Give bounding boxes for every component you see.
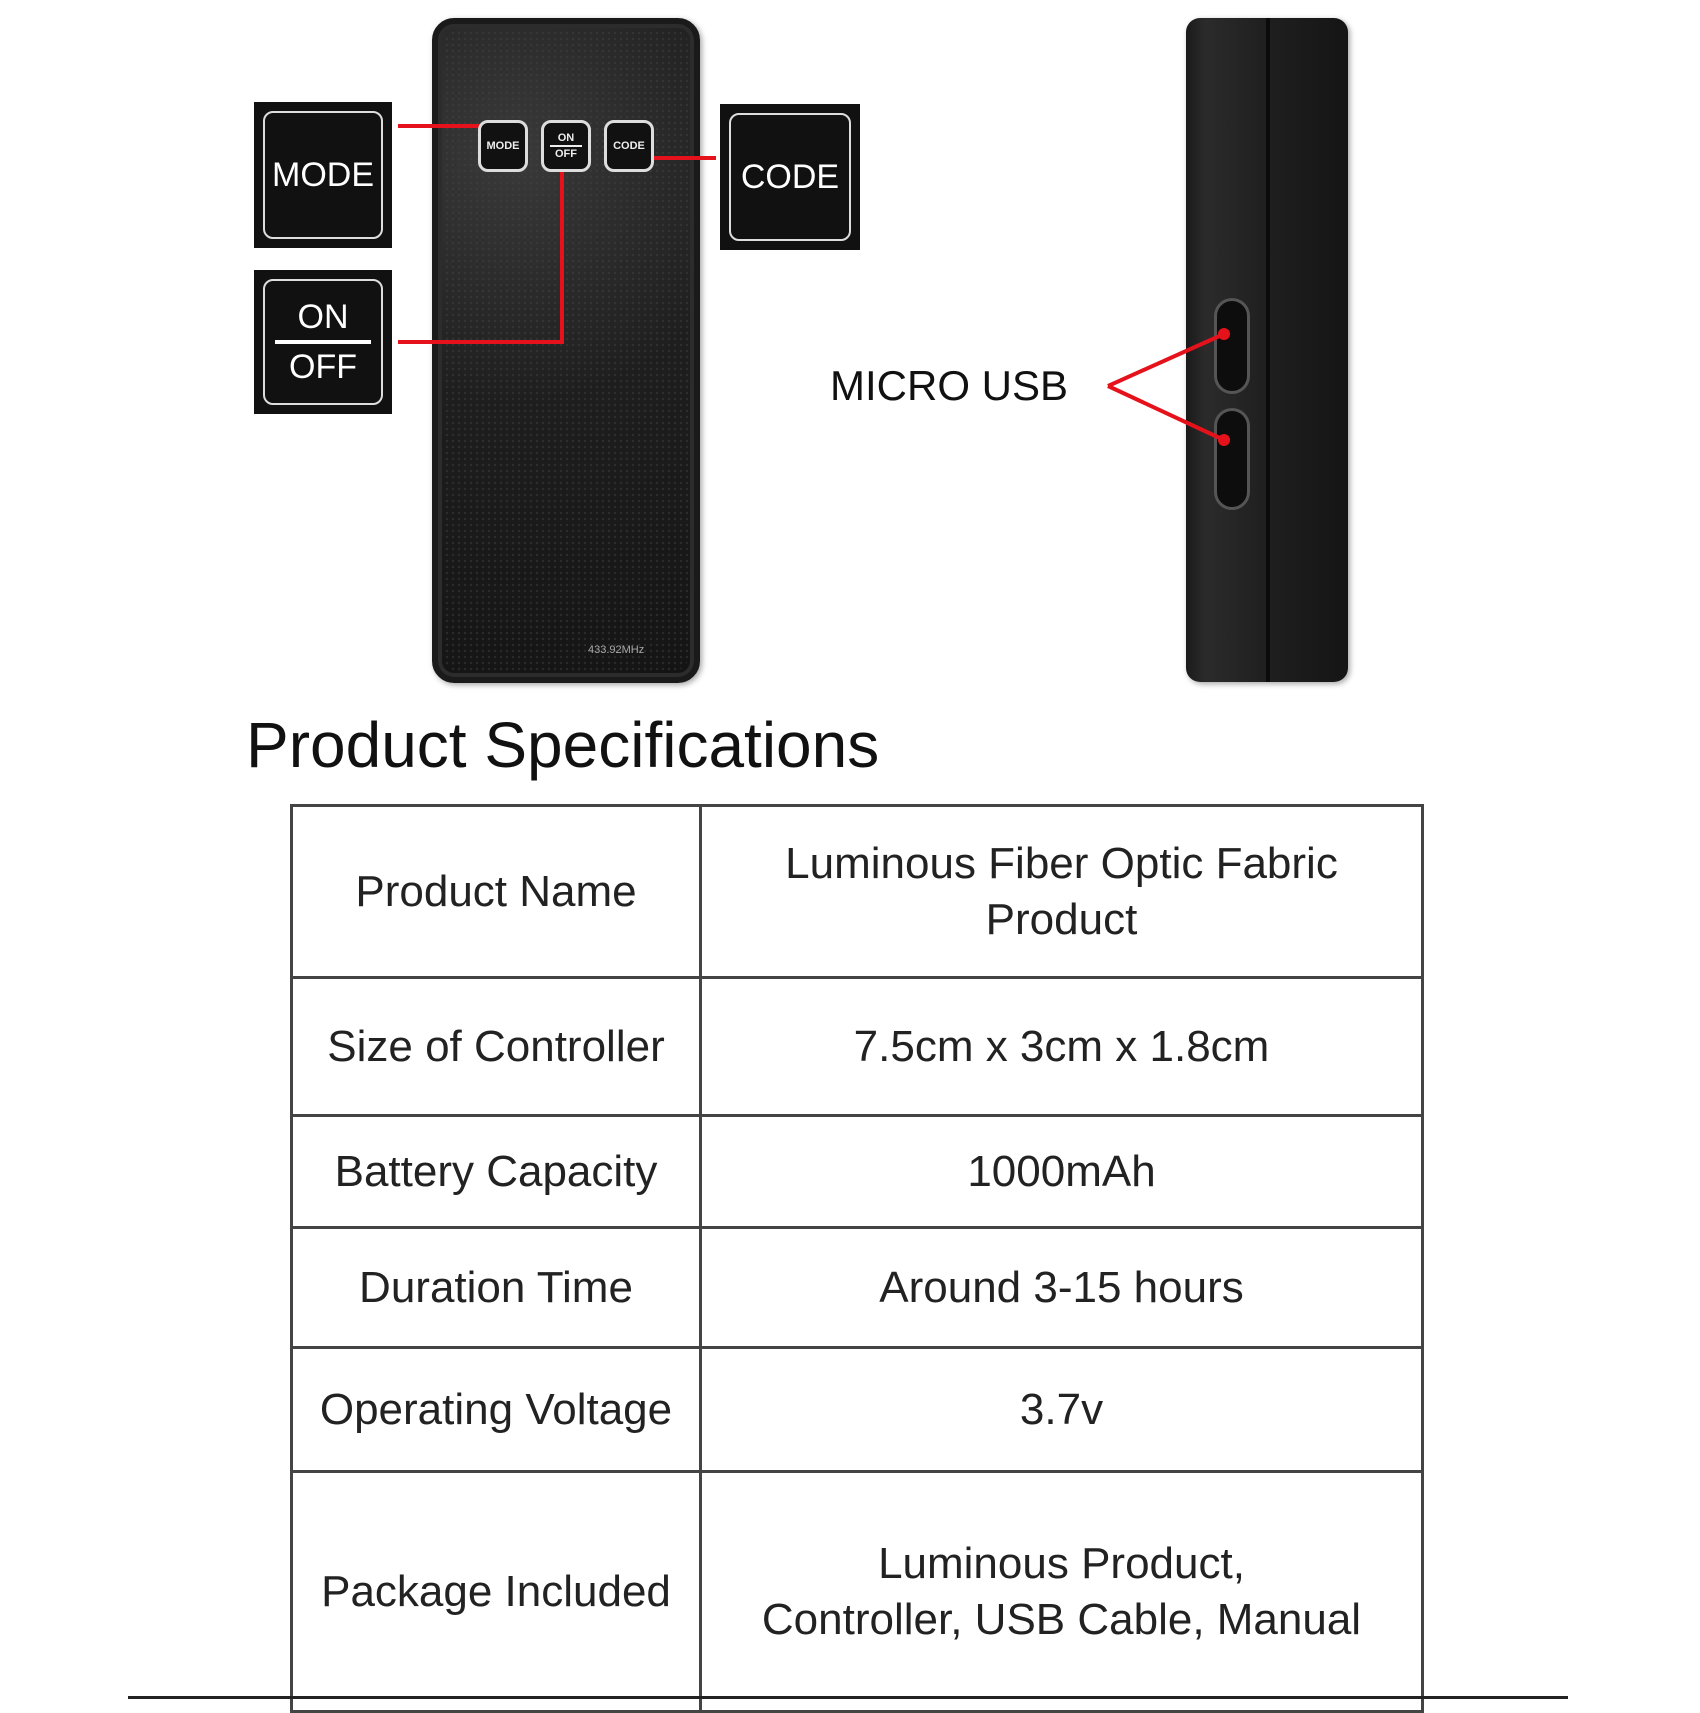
- spec-value-line: Luminous Product,: [878, 1538, 1245, 1588]
- code-button-label: CODE: [613, 140, 645, 152]
- table-row: [292, 806, 1423, 978]
- power-button[interactable]: [541, 120, 591, 172]
- power-button-divider: [550, 145, 582, 147]
- table-row: [292, 1348, 1423, 1472]
- on-off-pointer-line: [398, 166, 562, 342]
- spec-label: Size of Controller: [292, 978, 701, 1116]
- table-row: [292, 1228, 1423, 1348]
- micro-usb-pointer-line: [1108, 334, 1224, 386]
- spec-label: Battery Capacity: [292, 1116, 701, 1228]
- on-callout-label: ON: [297, 298, 349, 336]
- spec-value: [701, 978, 1423, 1116]
- usb-pointer-dot: [1218, 434, 1230, 446]
- spec-value: [701, 806, 1423, 978]
- power-button-off-label: OFF: [555, 148, 577, 160]
- mode-button-label: MODE: [486, 140, 520, 152]
- table-row: [292, 1116, 1423, 1228]
- pointer-lines: [0, 0, 1700, 700]
- specs-title: Product Specifications: [246, 709, 880, 781]
- mode-callout-label: MODE: [272, 155, 374, 194]
- spec-value-line: 1000mAh: [967, 1146, 1156, 1196]
- spec-value: [701, 1348, 1423, 1472]
- frequency-label: 433.92MHz: [588, 644, 645, 656]
- table-row: [292, 978, 1423, 1116]
- spec-label: Operating Voltage: [292, 1348, 701, 1472]
- table-row: [292, 1472, 1423, 1712]
- usb-pointer-line: [1108, 386, 1224, 440]
- power-button-on-label: ON: [557, 132, 575, 144]
- spec-value-line: 7.5cm x 3cm x 1.8cm: [853, 1021, 1270, 1071]
- spec-value-line: Luminous Fiber Optic Fabric: [785, 838, 1338, 888]
- off-callout-label: OFF: [289, 348, 357, 386]
- bottom-divider: [128, 1696, 1568, 1699]
- spec-value-line: Product: [985, 894, 1138, 944]
- spec-label: Package Included: [292, 1472, 701, 1712]
- mode-button[interactable]: [478, 120, 528, 172]
- specs-table: [290, 804, 1424, 1713]
- spec-value: [701, 1116, 1423, 1228]
- spec-value-line: Around 3-15 hours: [879, 1262, 1244, 1312]
- code-button[interactable]: [604, 120, 654, 172]
- spec-value-line: 3.7v: [1019, 1384, 1104, 1434]
- code-callout-label: CODE: [740, 157, 840, 196]
- spec-value: [701, 1472, 1423, 1712]
- spec-value: [701, 1228, 1423, 1348]
- spec-label: Product Name: [292, 806, 701, 978]
- micro-usb-pointer-dot: [1218, 328, 1230, 340]
- spec-value-line: Controller, USB Cable, Manual: [761, 1594, 1362, 1644]
- spec-label: Duration Time: [292, 1228, 701, 1348]
- micro-usb-label: MICRO USB: [830, 362, 1069, 409]
